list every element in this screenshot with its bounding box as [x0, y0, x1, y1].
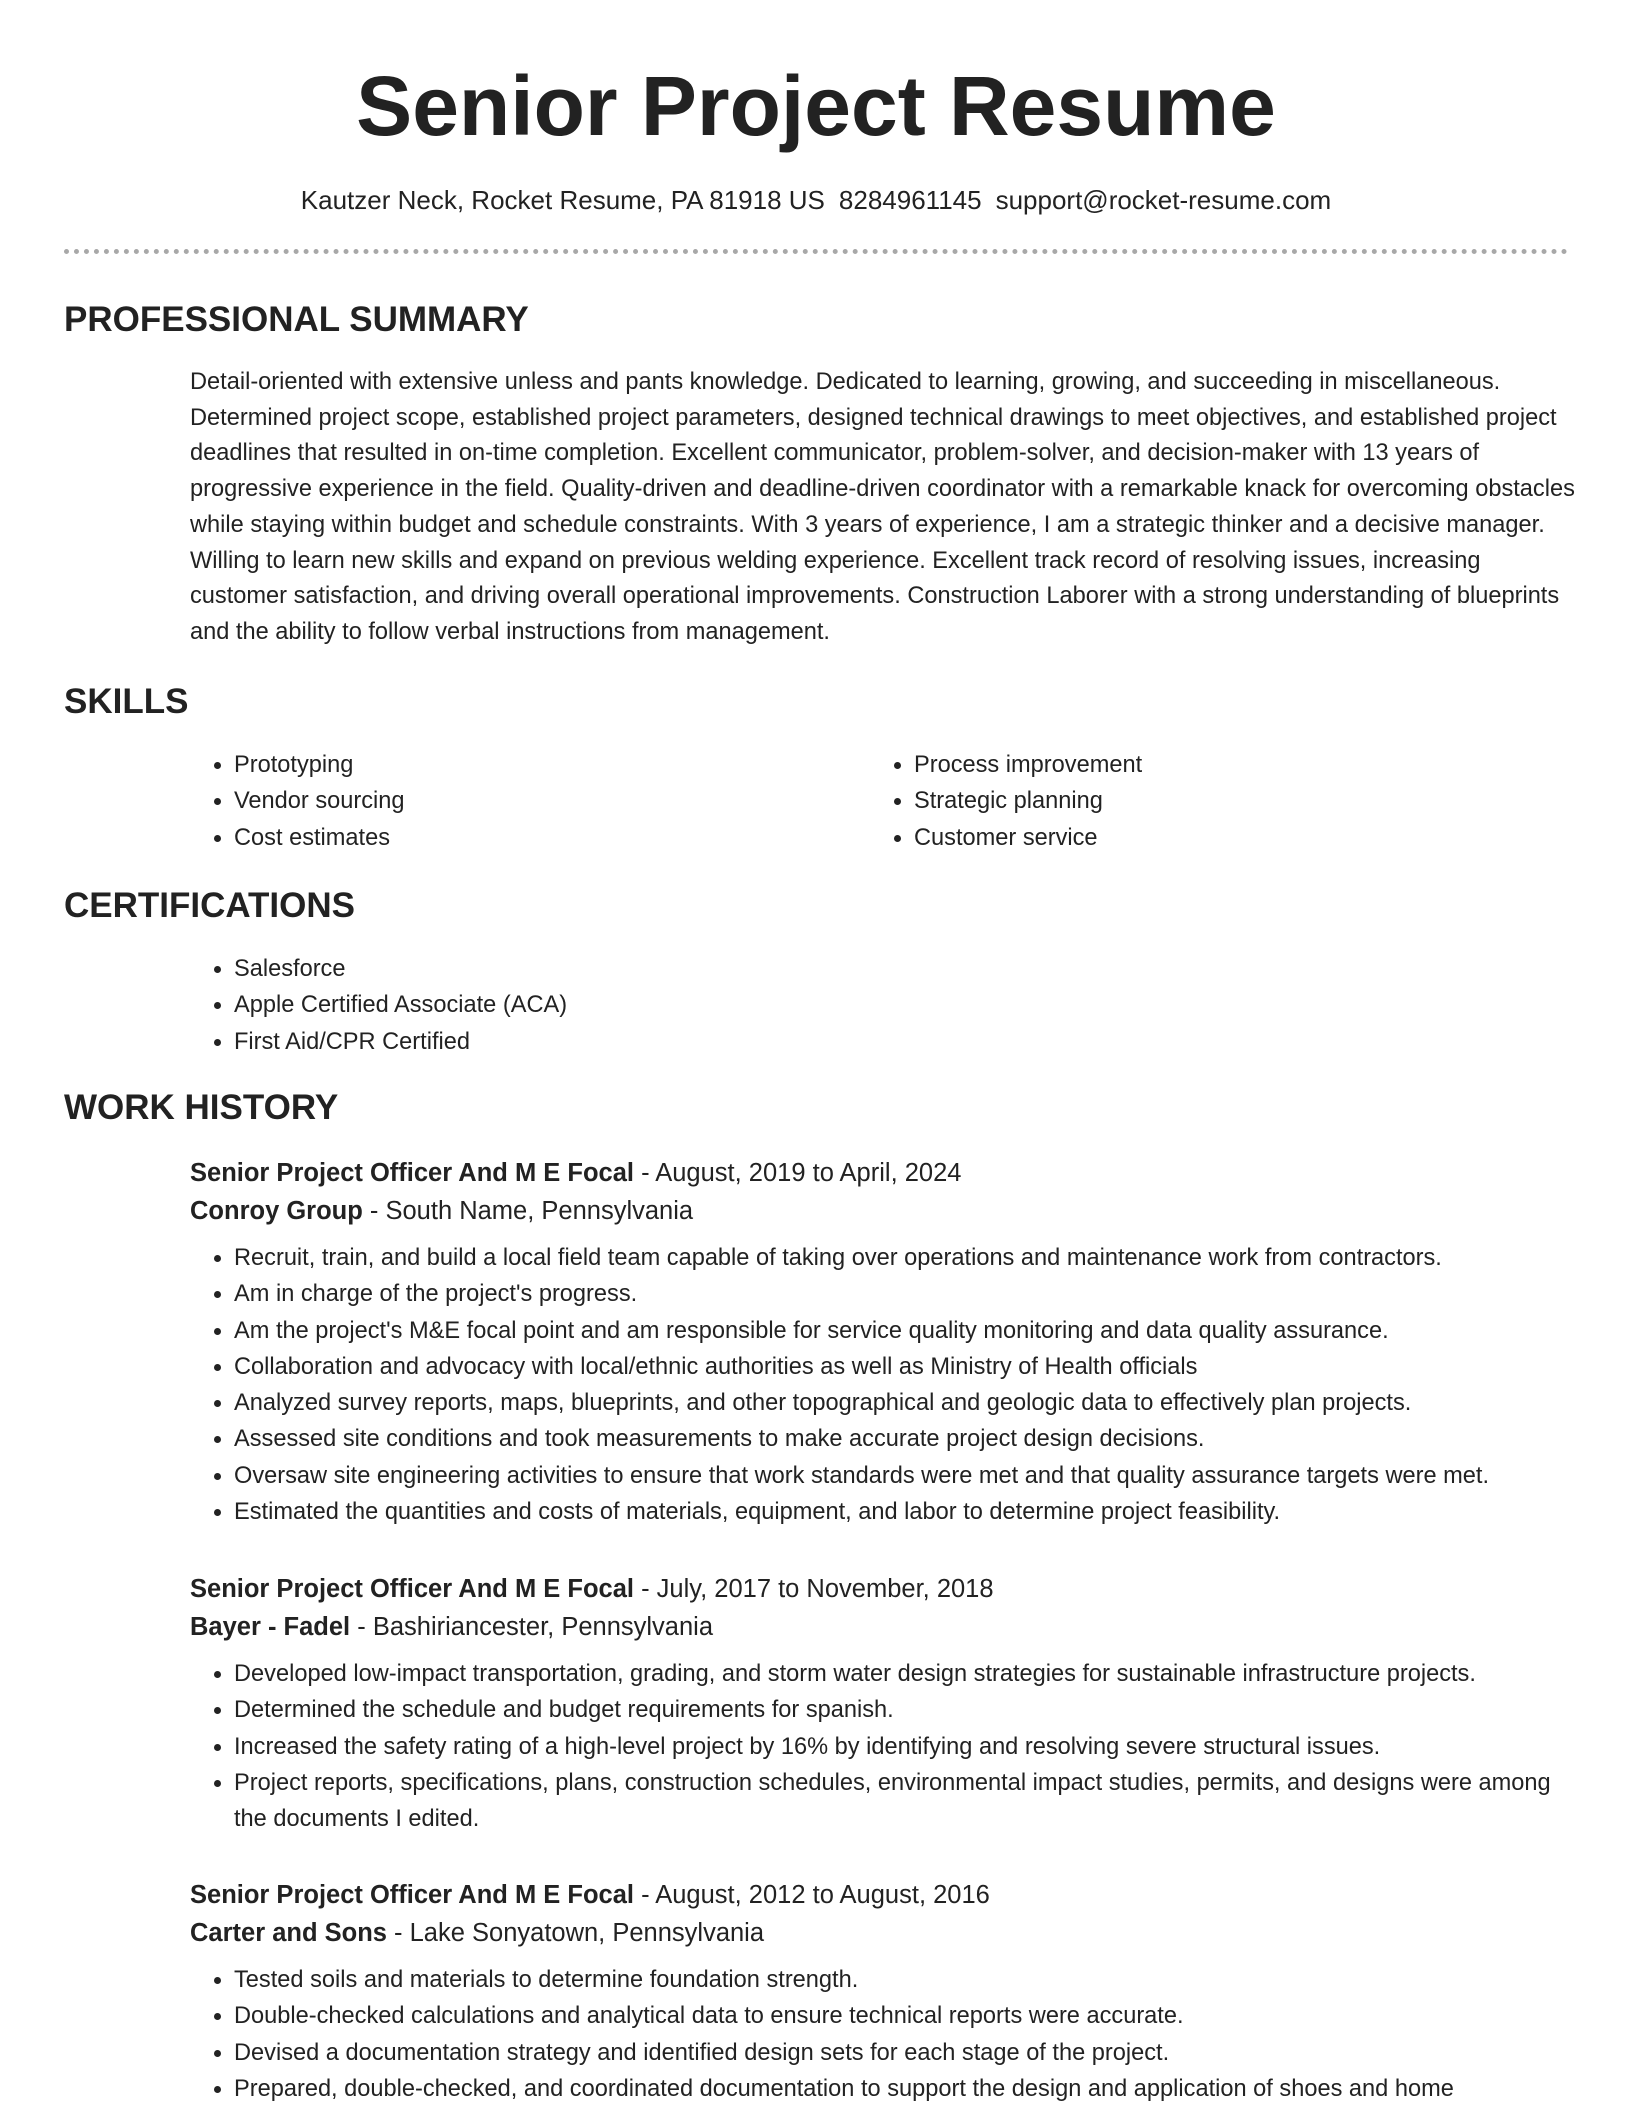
skill-item: • Vendor sourcing: [234, 783, 405, 819]
job-company: Conroy Group: [190, 1197, 363, 1225]
contact-email[interactable]: support@rocket-resume.com: [995, 185, 1332, 215]
skill-item: • Strategic planning: [914, 783, 1142, 819]
certification-item: • Apple Certified Associate (ACA): [234, 987, 567, 1023]
job-title-line: [190, 1876, 1580, 1914]
job-entry: [190, 1570, 1580, 1837]
contact-phone: 8284961145: [838, 185, 982, 215]
skill-item: • Cost estimates: [234, 820, 405, 856]
job-location: - Bashiriancester, Pennsylvania: [350, 1613, 714, 1641]
job-bullet: • Determined the schedule and budget requirements for spanish.: [234, 1692, 1580, 1728]
job-entry: [190, 1154, 1580, 1530]
job-dates: - August, 2012 to August, 2016: [633, 1881, 990, 1909]
resume-title: Senior Project Resume: [356, 59, 1276, 153]
job-title-line: [190, 1570, 1580, 1608]
job-company-line: [190, 1914, 1580, 1952]
skill-item: • Process improvement: [914, 747, 1142, 783]
skills-list-left: [190, 747, 405, 856]
job-title: Senior Project Officer And M E Focal: [190, 1881, 634, 1909]
job-bullet: • Assessed site conditions and took measurements to make accurate project design decisions.: [234, 1421, 1580, 1457]
job-company: Bayer - Fadel: [190, 1613, 351, 1641]
job-bullet: • Double-checked calculations and analytical data to ensure technical reports were accurate.: [234, 1998, 1580, 2034]
job-entry: [190, 1876, 1580, 2107]
job-dates: - August, 2019 to April, 2024: [633, 1159, 962, 1187]
job-bullets: [190, 1962, 1580, 2107]
job-bullet: • Recruit, train, and build a local field team capable of taking over operations and maintenance work from contractors.: [234, 1240, 1580, 1276]
job-bullet: • Collaboration and advocacy with local/ethnic authorities as well as Ministry of Health officials: [234, 1349, 1580, 1385]
job-bullet: • Analyzed survey reports, maps, blueprints, and other topographical and geologic data to effectively plan projects.: [234, 1385, 1580, 1421]
certification-item: • Salesforce: [234, 951, 567, 987]
certifications-list: [190, 951, 567, 1060]
section-title-skills: SKILLS: [64, 682, 189, 721]
job-bullets: [190, 1240, 1580, 1530]
section-title-work-history: WORK HISTORY: [64, 1088, 339, 1127]
job-title: Senior Project Officer And M E Focal: [190, 1575, 634, 1603]
job-bullet: • Am in charge of the project's progress.: [234, 1276, 1580, 1312]
job-bullet: • Project reports, specifications, plans, construction schedules, environmental impact studies, permits, and designs were among the documents I edited.: [234, 1765, 1580, 1838]
section-title-summary: PROFESSIONAL SUMMARY: [64, 300, 529, 339]
skills-list-right: [870, 747, 1142, 856]
job-bullets: [190, 1656, 1580, 1837]
job-bullet: • Prepared, double-checked, and coordinated documentation to support the design and application of shoes and home: [234, 2071, 1580, 2107]
job-company-line: [190, 1192, 1580, 1230]
job-bullet: • Devised a documentation strategy and identified design sets for each stage of the project.: [234, 2035, 1580, 2071]
job-company-line: [190, 1608, 1580, 1646]
job-location: - Lake Sonyatown, Pennsylvania: [386, 1919, 765, 1947]
skill-item: • Customer service: [914, 820, 1142, 856]
contact-address: Kautzer Neck, Rocket Resume, PA 81918 US: [300, 185, 825, 215]
job-bullet: • Am the project's M&E focal point and am responsible for service quality monitoring and data quality assurance.: [234, 1313, 1580, 1349]
skill-item: • Prototyping: [234, 747, 405, 783]
header-divider: [64, 249, 1568, 254]
job-title-line: [190, 1154, 1580, 1192]
job-bullet: • Increased the safety rating of a high-level project by 16% by identifying and resolving severe structural issues.: [234, 1729, 1580, 1765]
certification-item: • First Aid/CPR Certified: [234, 1024, 567, 1060]
job-bullet: • Oversaw site engineering activities to ensure that work standards were met and that quality assurance targets were met.: [234, 1458, 1580, 1494]
job-bullet: • Estimated the quantities and costs of materials, equipment, and labor to determine project feasibility.: [234, 1494, 1580, 1530]
job-location: - South Name, Pennsylvania: [362, 1197, 694, 1225]
job-company: Carter and Sons: [190, 1919, 387, 1947]
job-bullet: • Developed low-impact transportation, grading, and storm water design strategies for sustainable infrastructure projects.: [234, 1656, 1580, 1692]
job-bullet: • Tested soils and materials to determine foundation strength.: [234, 1962, 1580, 1998]
section-title-certifications: CERTIFICATIONS: [64, 886, 356, 925]
contact-line: [0, 182, 1632, 218]
job-title: Senior Project Officer And M E Focal: [190, 1159, 634, 1187]
summary-text: Detail-oriented with extensive unless and pants knowledge. Dedicated to learning, growing, and succeeding in miscellaneous. Determined project scope, established project parameters, designed technical drawings to meet objectives, and established project deadlines that resulted in on-time completion. Excellent communicator, problem-solver, and decision-maker with 13 years of progressive experience in the field. Quality-driven and deadline-driven coordinator with a remarkable knack for overcoming obstacles while staying within budget and schedule constraints. With 3 years of experience, I am a strategic thinker and a decisive manager. Willing to learn new skills and expand on previous welding experience. Excellent track record of resolving issues, increasing customer satisfaction, and driving overall operational improvements. Construction Laborer with a strong understanding of blueprints and the ability to follow verbal instructions from management.: [190, 369, 1575, 645]
job-dates: - July, 2017 to November, 2018: [633, 1575, 994, 1603]
